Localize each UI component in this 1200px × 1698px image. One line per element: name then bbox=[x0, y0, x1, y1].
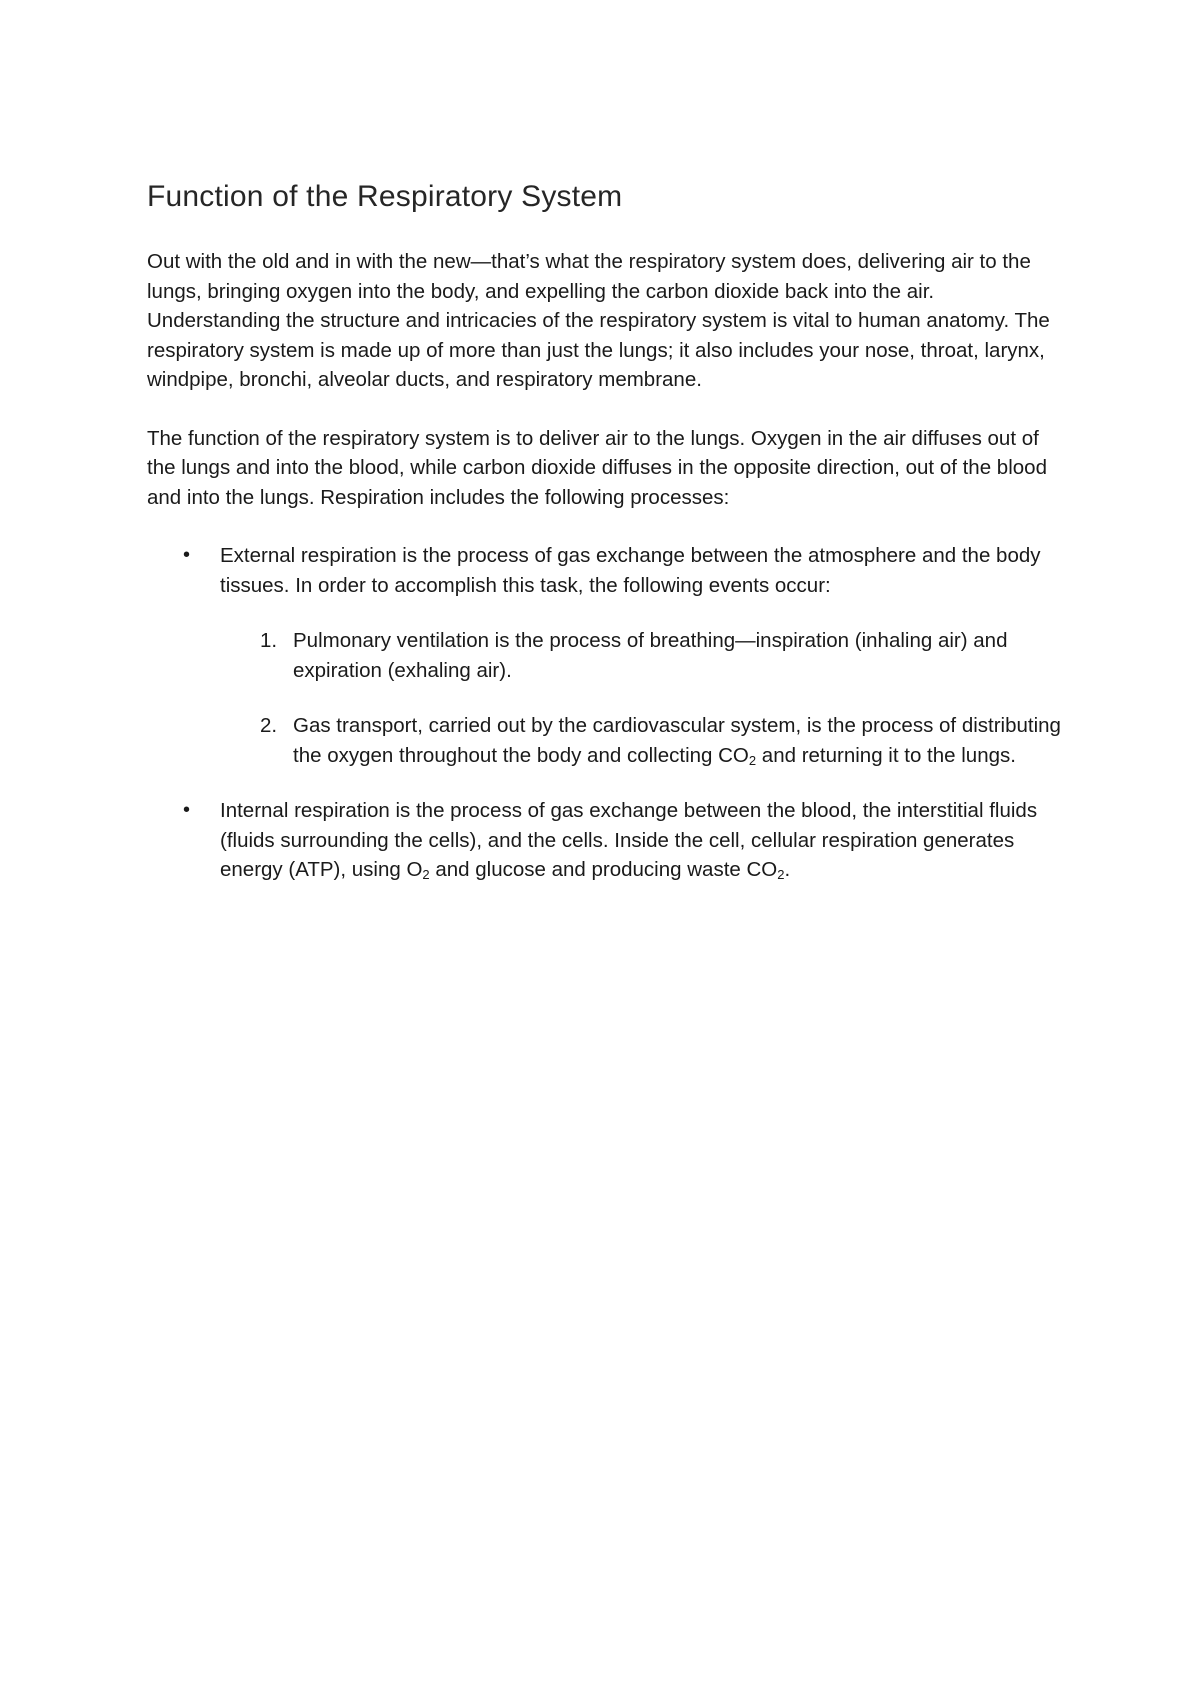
document-title: Function of the Respiratory System bbox=[147, 180, 623, 213]
co2-subscript: 2 bbox=[748, 752, 757, 768]
document-body bbox=[147, 175, 1067, 911]
pulmonary-ventilation-text: Pulmonary ventilation is the process of breathing—inspiration (inhaling air) and expiration (exhaling air). bbox=[293, 629, 1008, 682]
internal-respiration-text-part2: and glucose and producing waste CO bbox=[429, 858, 778, 881]
bullet-icon: • bbox=[183, 544, 191, 566]
intro-paragraph: Out with the old and in with the new—that’s what the respiratory system does, delivering air to the lungs, bringing oxygen into the body, and expelling the carbon dioxide back into the air. Understanding the structure and intricacies of the respiratory system is vital to human anatomy. The respiratory system is made up of more than just the lungs; it also includes your nose, throat, larynx, windpipe, bronchi, alveolar ducts, and respiratory membrane. bbox=[147, 250, 1050, 391]
list-item-external-respiration bbox=[147, 541, 1067, 770]
gas-transport-text-before: Gas transport, carried out by the cardiovascular system, is the process of distributing the oxygen throughout the body and collecting CO bbox=[293, 714, 1061, 767]
internal-respiration-text-part3: . bbox=[784, 858, 791, 881]
list-item-internal-respiration bbox=[147, 796, 1067, 885]
o2-subscript: 2 bbox=[422, 867, 430, 882]
function-paragraph: The function of the respiratory system is to deliver air to the lungs. Oxygen in the air diffuses out of the lungs and into the blood, while carbon dioxide diffuses in the opposite direction, out of the blood and into the lungs. Respiration includes the following processes: bbox=[147, 426, 1047, 509]
bullet-icon: • bbox=[183, 799, 191, 821]
list-item-pulmonary-ventilation bbox=[220, 626, 1067, 685]
step-number: 1. bbox=[260, 629, 278, 652]
external-respiration-steps bbox=[220, 626, 1067, 770]
step-number: 2. bbox=[260, 714, 278, 737]
list-item-gas-transport bbox=[220, 711, 1067, 770]
gas-transport-text-after: and returning it to the lungs. bbox=[756, 743, 1016, 767]
external-respiration-text: External respiration is the process of gas exchange between the atmosphere and the body tissues. In order to accomplish this task, the following events occur: bbox=[220, 544, 1041, 597]
internal-respiration-text-part1: Internal respiration is the process of gas exchange between the blood, the interstitial fluids (fluids surrounding the cells), and the cells. Inside the cell, cellular respiration generates energy (ATP), using O bbox=[220, 799, 1038, 881]
respiration-process-list bbox=[147, 541, 1067, 885]
co2-subscript: 2 bbox=[777, 867, 785, 882]
